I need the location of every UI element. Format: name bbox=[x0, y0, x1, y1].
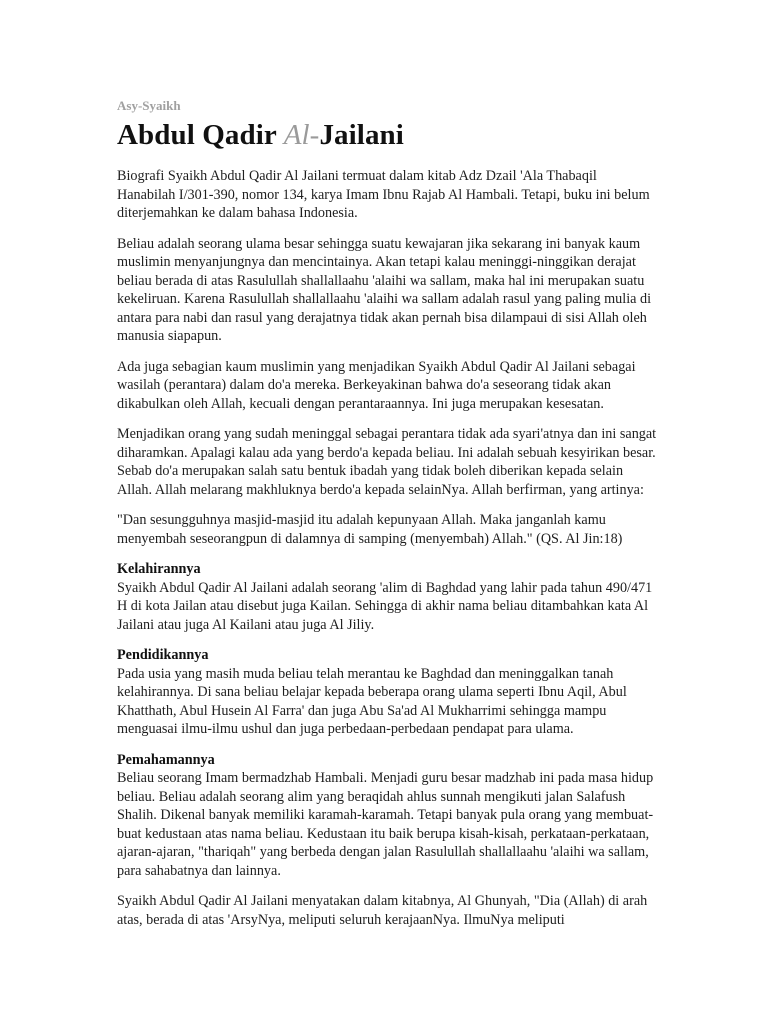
article-title bbox=[117, 117, 657, 153]
article-kicker: Asy-Syaikh bbox=[117, 98, 181, 113]
section-text-pemahamannya: Beliau seorang Imam bermadzhab Hambali. Menjadi guru besar madzhab ini pada masa hidup beliau. Beliau adalah seorang alim yang beraqidah ahlus sunnah mengikuti jalan Salafush Shalih. Dikenal banyak memiliki karamah-karamah. Tetapi banyak pula orang yang membuat-buat kedustaan atas nama beliau. Kedustaan itu baik berupa kisah-kisah, perkataan-perkataan, ajaran-ajaran, "thariqah" yang berbeda dengan jalan Rasulullah shallallaahu 'alaihi wa sallam, para sahabatnya dan lainnya. bbox=[117, 770, 654, 879]
section-heading-kelahirannya: Kelahirannya bbox=[117, 561, 201, 577]
paragraph-wasilah: Ada juga sebagian kaum muslimin yang menjadikan Syaikh Abdul Qadir Al Jailani sebagai wasilah (perantara) dalam do'a mereka. Berkeyakinan bahwa do'a seseorang tidak akan dikabulkan oleh Allah, kecuali dengan perantaraannya. Ini juga merupakan kesesatan. bbox=[117, 358, 636, 412]
paragraph-status: Beliau adalah seorang ulama besar sehingga suatu kewajaran jika sekarang ini banyak kaum muslimin menyanjungnya dan mencintainya. Akan tetapi kalau meninggi-ninggikan derajat beliau berada di atas Rasulullah shallallaahu 'alaihi wa sallam, maka hal ini merupakan suatu kekeliruan. Karena Rasulullah shallallaahu 'alaihi wa sallam adalah rasul yang paling mulia di antara para nabi dan rasul yang derajatnya tidak akan pernah bisa dilampaui di sisi Allah oleh manusia siapapun. bbox=[117, 235, 652, 344]
section-text-kelahirannya: Syaikh Abdul Qadir Al Jailani adalah seorang 'alim di Baghdad yang lahir pada tahun 490/471 H di kota Jailan atau disebut juga Kailan. Sehingga di akhir nama beliau ditambahkan kata Al Jailani atau juga Al Kailani atau juga Al Jiliy. bbox=[117, 579, 653, 633]
paragraph-perantara: Menjadikan orang yang sudah meninggal sebagai perantara tidak ada syari'atnya dan ini sangat diharamkan. Apalagi kalau ada yang berdo'a kepada beliau. Ini adalah sebuah kesyirikan besar. Sebab do'a merupakan salah satu bentuk ibadah yang tidak boleh diberikan kepada selain Allah. Allah melarang makhluknya berdo'a kepada selainNya. Allah berfirman, yang artinya: bbox=[117, 426, 657, 498]
title-part-1: Abdul Qadir bbox=[117, 119, 284, 151]
title-part-2: Jailani bbox=[319, 119, 404, 151]
paragraph-quran-quote: "Dan sesungguhnya masjid-masjid itu adalah kepunyaan Allah. Maka janganlah kamu menyembah seseorangpun di dalamnya di samping (menyembah) Allah." (QS. Al Jin:18) bbox=[117, 512, 623, 547]
title-dash: - bbox=[309, 119, 320, 151]
paragraph-intro: Biografi Syaikh Abdul Qadir Al Jailani termuat dalam kitab Adz Dzail 'Ala Thabaqil Hanabilah I/301-390, nomor 134, karya Imam Ibnu Rajab Al Hambali. Tetapi, buku ini belum diterjemahkan ke dalam bahasa Indonesia. bbox=[117, 168, 650, 221]
article bbox=[117, 97, 657, 941]
section-heading-pemahamannya: Pemahamannya bbox=[117, 751, 215, 768]
title-al: Al bbox=[283, 119, 310, 151]
section-heading-pendidikannya: Pendidikannya bbox=[117, 647, 209, 663]
section-text-pendidikannya: Pada usia yang masih muda beliau telah merantau ke Baghdad dan meninggalkan tanah kelahirannya. Di sana beliau belajar kepada beberapa orang ulama seperti Ibnu Aqil, Abul Khatthath, Abul Husein Al Farra' dan juga Abu Sa'ad Al Mukharrimi sehingga mampu menguasai ilmu-ilmu ushul dan juga perbedaan-perbedaan pendapat para ulama. bbox=[117, 665, 627, 737]
section-text-ghunyah: Syaikh Abdul Qadir Al Jailani menyatakan dalam kitabnya, Al Ghunyah, "Dia (Allah) di arah atas, berada di atas 'ArsyNya, meliputi seluruh kerajaanNya. IlmuNya meliputi bbox=[117, 893, 648, 928]
